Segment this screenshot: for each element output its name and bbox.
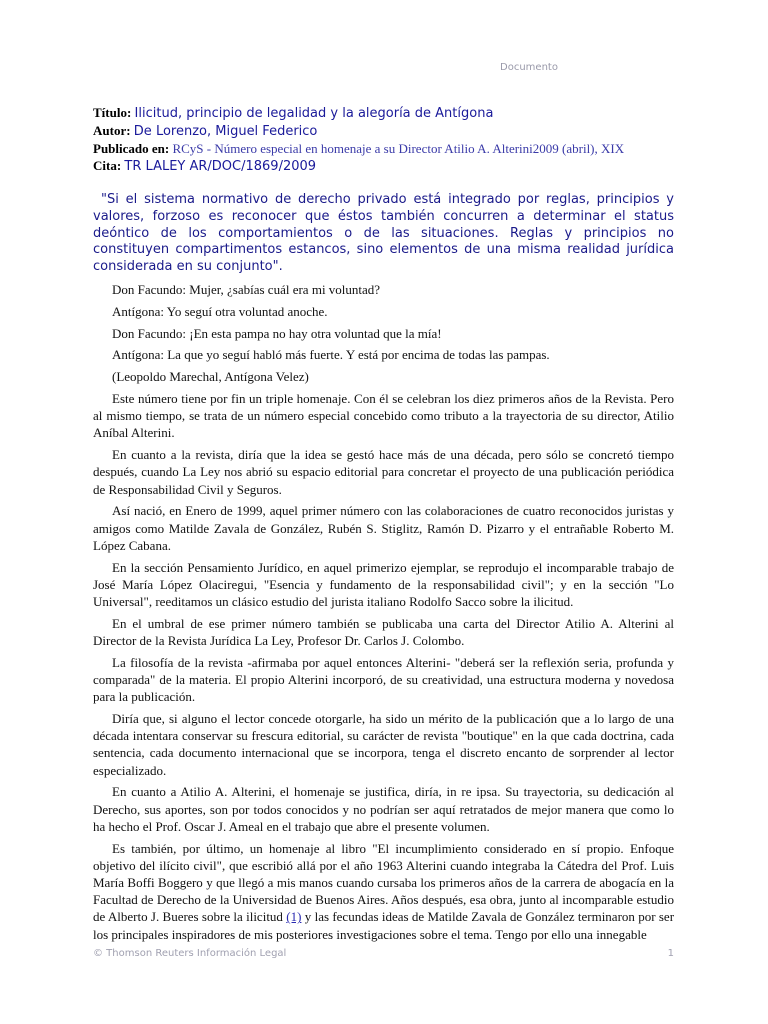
author-line [93, 122, 675, 140]
page-number: 1 [667, 948, 674, 959]
title-label: Título: [93, 105, 132, 120]
paragraph: En cuanto a la revista, diría que la idea se gestó hace más de una década, pero sólo se concretó tiempo después, cuando La Ley nos abrió su espacio editorial para concretar el proyecto de una publicación periódica de Responsabilidad Civil y Seguros. [93, 447, 674, 497]
footnote-link[interactable]: (1) [286, 909, 302, 925]
paragraph-text: y las fecundas ideas de Matilde Zavala de González terminaron por ser los principales inspiradores de mis posteriores investigaciones sobre el tema. Tengo por ello una innegable [93, 909, 675, 942]
paragraph: Así nació, en Enero de 1999, aquel primer número con las colaboraciones de cuatro reconocidos juristas y amigos como Matilde Zavala de González, Rubén S. Stiglitz, Ramón D. Pizarro y el entrañable Roberto M. López Cabana. [93, 503, 674, 553]
paragraph-last [93, 840, 674, 943]
author-value: De Lorenzo, Miguel Federico [133, 124, 318, 139]
published-value: RCyS - Número especial en homenaje a su Director Atilio A. Alterini2009 (abril), XIX [172, 141, 625, 156]
cite-value: TR LALEY AR/DOC/1869/2009 [124, 159, 317, 174]
cite-label: Cita: [93, 158, 122, 173]
title-value: Ilicitud, principio de legalidad y la alegoría de Antígona [134, 106, 494, 121]
paragraph: Diría que, si alguno el lector concede otorgarle, ha sido un mérito de la publicación que a lo largo de una década intentara conservar su frescura editorial, su carácter de revista "boutique" en la que cada doctrina, cada sentencia, cada documento internacional que se incorpora, tenga el discreto encanto de sorprender al lector especializado. [93, 711, 674, 778]
epigraph-quote: "Si el sistema normativo de derecho privado está integrado por reglas, principios y valores, forzoso es reconocer que éstos también concurren a determinar el status deóntico de los comportamientos o de las situaciones. Reglas y principios no constituyen compartimentos estancos, sino elementos de una misma realidad jurídica considerada en su conjunto". [93, 192, 674, 275]
document-header [0, 62, 768, 73]
document-footer [93, 948, 674, 959]
author-label: Autor: [93, 123, 131, 138]
paragraph: Este número tiene por fin un triple homenaje. Con él se celebran los diez primeros años de la Revista. Pero al mismo tiempo, se trata de un número especial concebido como tributo a la trayectoria de su director, Atilio Aníbal Alterini. [93, 390, 674, 441]
published-label: Publicado en: [93, 141, 170, 156]
document-header-label: Documento [500, 62, 558, 73]
paragraph: La filosofía de la revista -afirmaba por aquel entonces Alterini- "deberá ser la reflexión seria, profunda y comparada" de la materia. El propio Alterini incorporó, de su creatividad, una estructura moderna y novedosa para la publicación. [93, 654, 674, 705]
paragraph: Antígona: La que yo seguí habló más fuerte. Y está por encima de todas las pampas. [112, 347, 550, 363]
paragraph: En cuanto a Atilio A. Alterini, el homenaje se justifica, diría, in re ipsa. Su trayectoria, su dedicación al Derecho, sus aportes, son por todos conocidos y no podrían ser aquí retratados de mejor manera que como lo ha hecho el Prof. Oscar J. Ameal en el trabajo que abre el presente volumen. [93, 784, 674, 834]
paragraph: En la sección Pensamiento Jurídico, en aquel primerizo ejemplar, se reprodujo el incomparable trabajo de José María López Olaciregui, "Esencia y fundamento de la responsabilidad civil"; y en la sección "Lo Universal", reeditamos un clásico estudio del jurista italiano Rodolfo Sacco sobre la ilicitud. [93, 559, 674, 609]
paragraph: (Leopoldo Marechal, Antígona Velez) [112, 369, 309, 385]
copyright-notice: © Thomson Reuters Información Legal [93, 948, 287, 959]
published-line [93, 140, 675, 157]
paragraph: Antígona: Yo seguí otra voluntad anoche. [112, 303, 328, 319]
document-body [93, 281, 674, 947]
paragraph: Don Facundo: Mujer, ¿sabías cuál era mi voluntad? [112, 282, 381, 297]
paragraph: En el umbral de ese primer número también se publicaba una carta del Director Atilio A. Alterini al Director de la Revista Jurídica La Ley, Profesor Dr. Carlos J. Colombo. [93, 615, 674, 648]
paragraph-text: Es también, por último, un homenaje al libro "El incumplimiento considerado en sí propio. Enfoque objetivo del ilícito civil", que escribió allá por el año 1963 Alterini cuando integraba la Cátedra del Prof. Luis María Boffi Boggero y que llegó a mis manos cuando cursaba los primeros años de la carrera de abogacía en la Facultad de Derecho de la Universidad de Buenos Aires. Años después, esa obra, junto al incomparable estudio de Alberto J. Bueres sobre la ilicitud [93, 840, 674, 925]
title-line [93, 104, 675, 122]
cite-line [93, 157, 675, 175]
document-metadata [93, 104, 675, 175]
paragraph: Don Facundo: ¡En esta pampa no hay otra voluntad que la mía! [112, 325, 442, 341]
